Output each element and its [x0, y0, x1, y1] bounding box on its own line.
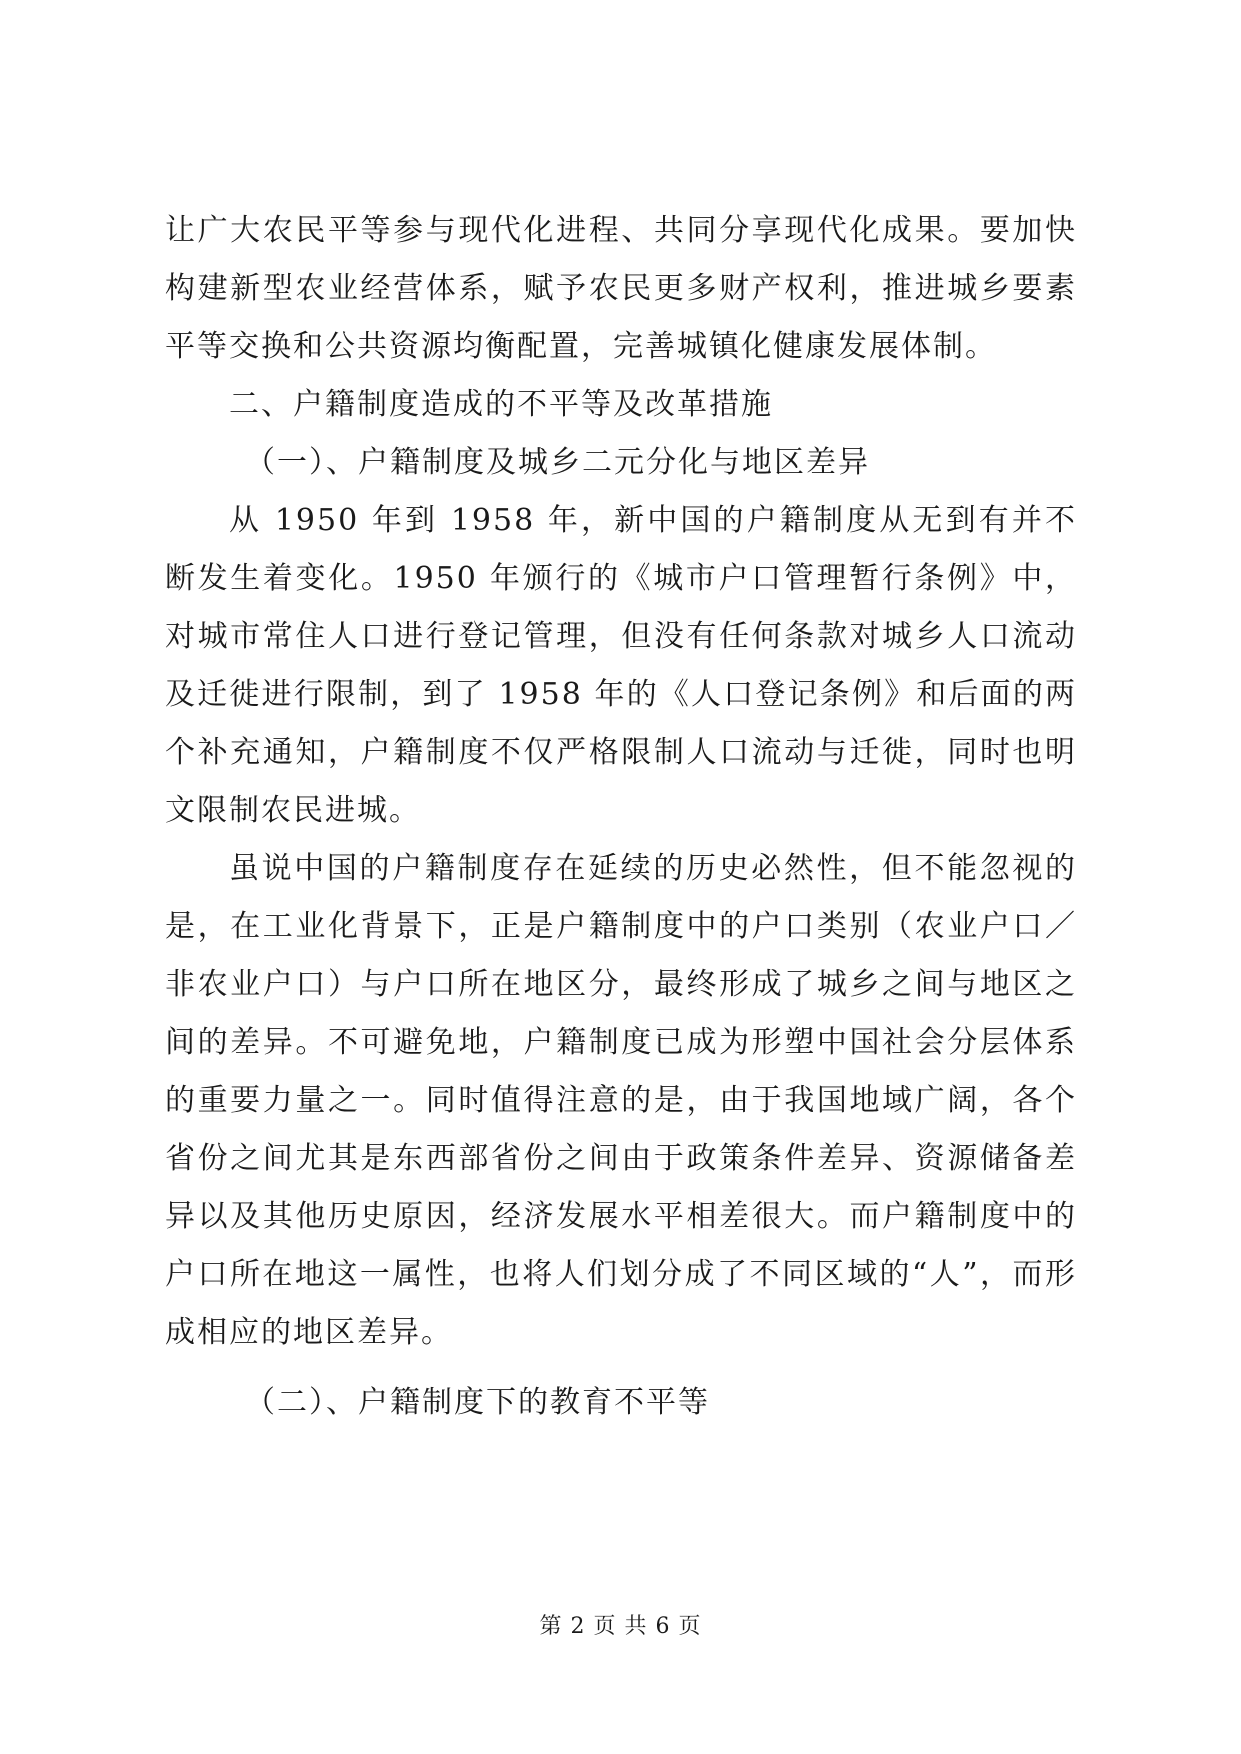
paragraph-2: 虽说中国的户籍制度存在延续的历史必然性，但不能忽视的是，在工业化背景下，正是户籍制度中的户口类别（农业户口／非农业户口）与户口所在地区分，最终形成了城乡之间与地区之间的差异。不可避免地，户籍制度已成为形塑中国社会分层体系的重要力量之一。同时值得注意的是，由于我国地域广阔，各个省份之间尤其是东西部省份之间由于政策条件差异、资源储备差异以及其他历史原因，经济发展水平相差很大。而户籍制度中的户口所在地这一属性，也将人们划分成了不同区域的“人”，而形成相应的地区差异。 — [165, 851, 1077, 1350]
page-number: 第 2 页 共 6 页 — [539, 1614, 702, 1639]
paragraph-1: 从 1950 年到 1958 年，新中国的户籍制度从无到有并不断发生着变化。1950 年颁行的《城市户口管理暂行条例》中，对城市常住人口进行登记管理，但没有任何条款对城乡人口流动及迁徙进行限制，到了 1958 年的《人口登记条例》和后面的两个补充通知，户籍制度不仅严格限制人口流动与迁徙，同时也明文限制农民进城。 — [165, 503, 1077, 828]
subsection-2-heading: （二）、户籍制度下的教育不平等 — [245, 1385, 710, 1420]
paragraph-continuation: 让广大农民平等参与现代化进程、共同分享现代化成果。要加快构建新型农业经营体系，赋予农民更多财产权利，推进城乡要素平等交换和公共资源均衡配置，完善城镇化健康发展体制。 — [165, 213, 1077, 364]
subsection-1-heading: （一）、户籍制度及城乡二元分化与地区差异 — [245, 445, 870, 480]
page-footer — [0, 1612, 1241, 1642]
document-body — [165, 202, 1077, 1432]
section-heading: 二、户籍制度造成的不平等及改革措施 — [229, 387, 773, 422]
